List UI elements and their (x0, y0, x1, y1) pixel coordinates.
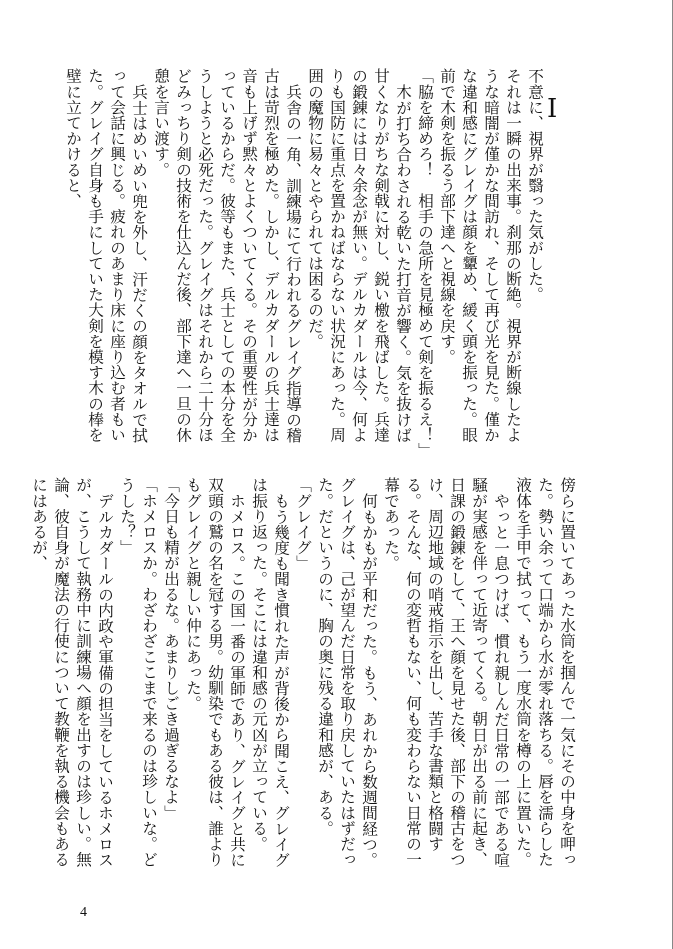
paragraph: 「脇を締めろ！ 相手の急所を見極めて剣を振るえ！」 (416, 68, 434, 458)
text-block-lower (30, 477, 578, 877)
paragraph: 傍らに置いてあった水筒を掴んで一気にその中身を呷った。勢い余って口端から水が零れ落ちる。唇を濡らした液体を手甲で拭って、もう一度水筒を樽の上に置いた。 (514, 477, 576, 867)
paragraph: 「今日も精が出るな。あまりしごき過ぎるなよ」 (162, 477, 180, 821)
paragraph: 何もかもが平和だった。もう、あれから数週間経つ。グレイグは、己が望んだ日常を取り戻していたはずだった。だというのに、胸の奥に残る違和感が、ある。 (316, 477, 378, 867)
text-block-upper (64, 68, 546, 458)
paragraph: 兵士はめいめい兜を外し、汗だくの顔をタオルで拭って会話に興じる。疲れのあまり床に座り込む者もいた。グレイグ自身も手にしていた大剣を模す木の棒を壁に立てかけると、 (64, 68, 148, 443)
paragraph: やっと一息つけば、慣れ親しんだ日常の一部である喧騒が実感を伴って近寄ってくる。朝日が出る前に起き、日課の鍛錬をして、王へ顔を見せた後、部下の稽古をつけ、周辺地域の哨戒指示を出し、苦手な書類と格闘する。そんな、何の変哲もない、何も変わらない日常の一幕であった。 (382, 477, 510, 867)
paragraph: ホメロス。この国一番の軍師であり、グレイグと共に双頭の鷲の名を冠する男。幼馴染でもある彼は、誰よりもグレイグと親しい仲にあった。 (184, 477, 246, 867)
paragraph: デルカダールの内政や軍備の担当をしているホメロスが、こうして執務中に訓練場へ顔を出すのは珍しい。無論、彼自身が魔法の行使について教鞭を執る機会もあるにはあるが、 (30, 477, 114, 867)
paragraph: 不意に、視界が翳った気がした。 (526, 68, 544, 302)
page-number: 4 (80, 905, 87, 920)
paragraph: 木が打ち合わされる乾いた打音が響く。気を抜けば甘くなりがちな剣戟に対し、鋭い檄を飛ばした。兵達の鍛錬には日々余念が無い。デルカダールは今、何よりも国防に重点を置かねばならない状況にあった。周囲の魔物に易々とやられては困るのだ。 (306, 68, 412, 443)
paragraph: 「グレイグ」 (294, 477, 312, 571)
paragraph: もう幾度も聞き慣れた声が背後から聞こえ、グレイグは振り返った。そこには違和感の元凶が立っている。 (250, 477, 290, 867)
paragraph: それは一瞬の出来事。刹那の断絶。視界が断線したような暗闇が僅かな間訪れ、そして再び光を見た。僅かな違和感にグレイグは顔を顰め、緩く頭を振った。眼前で木剣を振るう部下達へと視線を戻す。 (438, 68, 522, 443)
paragraph: 兵舎の一角、訓練場にて行われるグレイグ指導の稽古は苛烈を極めた。しかし、デルカダールの兵士達は音も上げず黙々とよくついてくる。その重要性が分かっているからだ。彼等もまた、兵士としての本分を全うしようと必死だった。グレイグはそれから二十分ほどみっちり剣の技術を仕込んだ後、部下達へ一旦の休憩を言い渡す。 (152, 68, 302, 443)
chapter-heading: I (547, 94, 558, 124)
paragraph: 「ホメロスか。わざわざここまで来るのは珍しいな。どうした？」 (118, 477, 158, 867)
